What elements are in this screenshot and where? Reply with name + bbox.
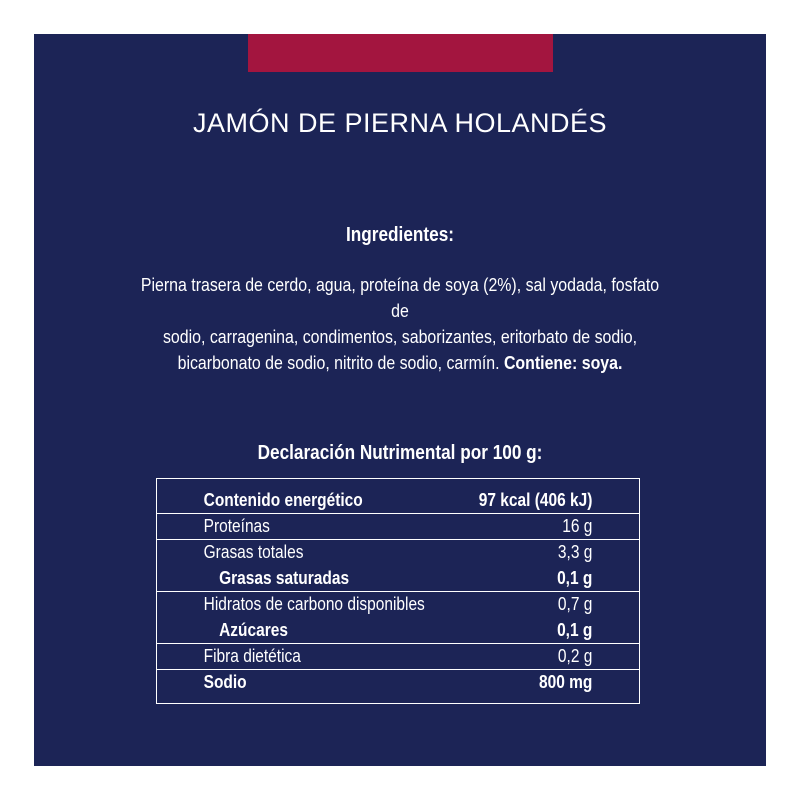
row-label: Azúcares [219,619,288,640]
table-row-energy [204,487,593,513]
row-label: Hidratos de carbono disponibles [203,593,425,614]
row-value: 800 mg [538,671,593,692]
row-value: 0,2 g [557,645,593,666]
row-label: Sodio [203,671,247,692]
table-row-total-fat [204,539,593,565]
allergen-contains: Contiene: soya. [503,352,623,373]
ingredients-line-1: Pierna trasera de cerdo, agua, proteína de soya (2%), sal yodada, fosfato de [140,274,660,321]
row-label: Grasas saturadas [219,567,350,588]
row-value: 0,1 g [557,619,593,640]
ingredients-line-2: sodio, carragenina, condimentos, saborizantes, eritorbato de sodio, [162,326,638,347]
product-title: JAMÓN DE PIERNA HOLANDÉS [192,108,608,138]
table-row-sugars [204,617,593,643]
row-value: 97 kcal (406 kJ) [478,489,593,510]
table-row-proteins [204,513,593,539]
nutrition-table [156,478,640,704]
row-label: Fibra dietética [203,645,301,666]
row-label: Grasas totales [203,541,304,562]
row-value: 0,1 g [557,567,593,588]
row-value: 3,3 g [557,541,593,562]
ingredients-heading: Ingredientes: [345,224,454,246]
product-panel [34,34,766,766]
table-row-fiber [204,643,593,669]
row-label: Proteínas [203,515,270,536]
nutrition-heading: Declaración Nutrimental por 100 g: [257,442,543,464]
ingredients-line-3: bicarbonato de sodio, nitrito de sodio, carmín. [177,352,500,373]
table-row-carbohydrates [204,591,593,617]
row-value: 16 g [562,515,593,536]
ingredients-text [135,272,665,376]
accent-bar [248,34,553,72]
table-row-saturated-fat [204,565,593,591]
row-value: 0,7 g [557,593,593,614]
row-label: Contenido energético [203,489,363,510]
table-row-sodium [204,669,593,695]
